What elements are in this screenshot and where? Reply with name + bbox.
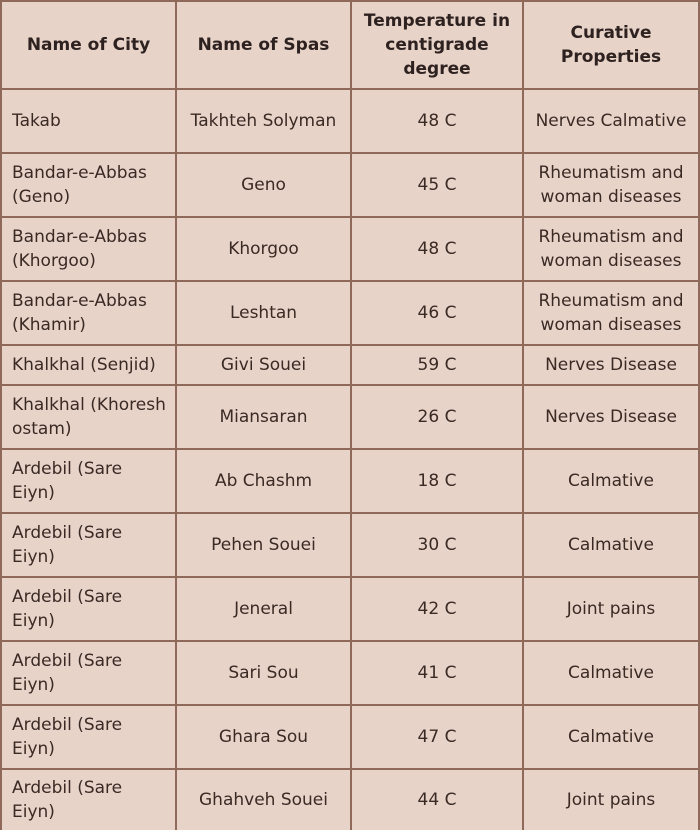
spa-cell: Ghara Sou bbox=[175, 704, 350, 768]
city-cell: Ardebil (Sare Eiyn) bbox=[0, 640, 175, 704]
spa-cell: Leshtan bbox=[175, 280, 350, 344]
property-cell: Calmative bbox=[522, 704, 700, 768]
temperature-cell: 30 C bbox=[350, 512, 522, 576]
temperature-cell: 48 C bbox=[350, 216, 522, 280]
spa-cell: Ab Chashm bbox=[175, 448, 350, 512]
spa-cell: Sari Sou bbox=[175, 640, 350, 704]
header-city: Name of City bbox=[0, 0, 175, 88]
table-row bbox=[0, 152, 700, 216]
header-curative-properties: Curative Properties bbox=[522, 0, 700, 88]
spa-cell: Khorgoo bbox=[175, 216, 350, 280]
temperature-cell: 45 C bbox=[350, 152, 522, 216]
city-cell: Ardebil (Sare Eiyn) bbox=[0, 512, 175, 576]
city-cell: Ardebil (Sare Eiyn) bbox=[0, 448, 175, 512]
property-cell: Rheumatism and woman diseases bbox=[522, 280, 700, 344]
spa-cell: Geno bbox=[175, 152, 350, 216]
table-body bbox=[0, 88, 700, 830]
table-row bbox=[0, 640, 700, 704]
spa-cell: Givi Souei bbox=[175, 344, 350, 384]
property-cell: Rheumatism and woman diseases bbox=[522, 216, 700, 280]
property-cell: Rheumatism and woman diseases bbox=[522, 152, 700, 216]
temperature-cell: 59 C bbox=[350, 344, 522, 384]
city-cell: Bandar-e-Abbas (Khamir) bbox=[0, 280, 175, 344]
temperature-cell: 42 C bbox=[350, 576, 522, 640]
property-cell: Nerves Calmative bbox=[522, 88, 700, 152]
city-cell: Bandar-e-Abbas (Geno) bbox=[0, 152, 175, 216]
table-row bbox=[0, 216, 700, 280]
property-cell: Nerves Disease bbox=[522, 344, 700, 384]
city-cell: Takab bbox=[0, 88, 175, 152]
spa-cell: Takhteh Solyman bbox=[175, 88, 350, 152]
temperature-cell: 48 C bbox=[350, 88, 522, 152]
city-cell: Khalkhal (Senjid) bbox=[0, 344, 175, 384]
table-row bbox=[0, 576, 700, 640]
city-cell: Ardebil (Sare Eiyn) bbox=[0, 576, 175, 640]
temperature-cell: 44 C bbox=[350, 768, 522, 830]
table-header bbox=[0, 0, 700, 88]
spa-cell: Jeneral bbox=[175, 576, 350, 640]
temperature-cell: 18 C bbox=[350, 448, 522, 512]
spa-cell: Pehen Souei bbox=[175, 512, 350, 576]
temperature-cell: 26 C bbox=[350, 384, 522, 448]
property-cell: Joint pains bbox=[522, 576, 700, 640]
header-temperature: Temperature in centigrade degree bbox=[350, 0, 522, 88]
table-row bbox=[0, 344, 700, 384]
property-cell: Joint pains bbox=[522, 768, 700, 830]
table-row bbox=[0, 88, 700, 152]
property-cell: Nerves Disease bbox=[522, 384, 700, 448]
temperature-cell: 47 C bbox=[350, 704, 522, 768]
city-cell: Khalkhal (Khoresh ostam) bbox=[0, 384, 175, 448]
spa-cell: Ghahveh Souei bbox=[175, 768, 350, 830]
table-row bbox=[0, 384, 700, 448]
table-row bbox=[0, 448, 700, 512]
header-row bbox=[0, 0, 700, 88]
table-row bbox=[0, 512, 700, 576]
property-cell: Calmative bbox=[522, 640, 700, 704]
city-cell: Ardebil (Sare Eiyn) bbox=[0, 768, 175, 830]
property-cell: Calmative bbox=[522, 448, 700, 512]
table-row bbox=[0, 704, 700, 768]
spa-cell: Miansaran bbox=[175, 384, 350, 448]
city-cell: Bandar-e-Abbas (Khorgoo) bbox=[0, 216, 175, 280]
table-row bbox=[0, 280, 700, 344]
header-spa: Name of Spas bbox=[175, 0, 350, 88]
city-cell: Ardebil (Sare Eiyn) bbox=[0, 704, 175, 768]
temperature-cell: 41 C bbox=[350, 640, 522, 704]
temperature-cell: 46 C bbox=[350, 280, 522, 344]
table-row bbox=[0, 768, 700, 830]
property-cell: Calmative bbox=[522, 512, 700, 576]
